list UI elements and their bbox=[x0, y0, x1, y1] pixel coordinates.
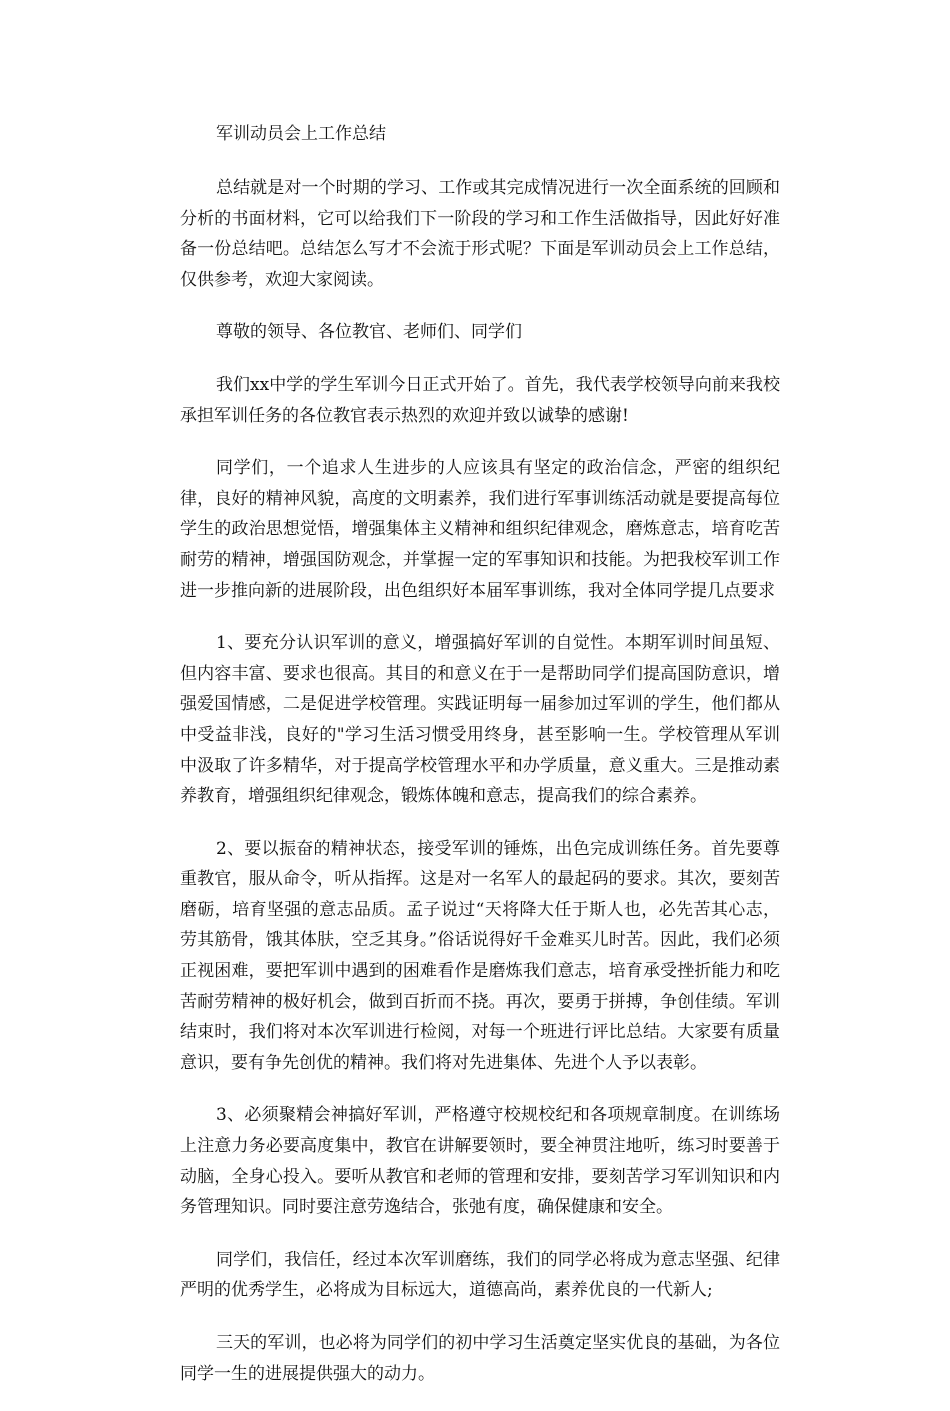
final-paragraph: 三天的军训，也必将为同学们的初中学习生活奠定坚实优良的基础，为各位同学一生的进展提供强大的动力。 bbox=[180, 1333, 780, 1384]
document-page bbox=[180, 117, 780, 1411]
document-title: 军训动员会上工作总结 bbox=[216, 124, 386, 144]
closing-paragraph: 同学们，我信任，经过本次军训磨练，我们的同学必将成为意志坚强、纪律严明的优秀学生，必将成为目标远大，道德高尚，素养优良的一代新人; bbox=[180, 1249, 780, 1301]
opening-paragraph: 我们xx中学的学生军训今日正式开始了。首先，我代表学校领导向前来我校承担军训任务的各位教官表示热烈的欢迎并致以诚挚的感谢! bbox=[180, 374, 780, 426]
requirement-3-paragraph: 3、必须聚精会神搞好军训，严格遵守校规校纪和各项规章制度。在训练场上注意力务必要高度集中，教官在讲解要领时，要全神贯注地听，练习时要善于动脑，全身心投入。要听从教官和老师的管理和安排，要刻苦学习军训知识和内务管理知识。同时要注意劳逸结合，张弛有度，确保健康和安全。 bbox=[180, 1105, 780, 1218]
intro-paragraph: 总结就是对一个时期的学习、工作或其完成情况进行一次全面系统的回顾和分析的书面材料，它可以给我们下一阶段的学习和工作生活做指导，因此好好准备一份总结吧。总结怎么写才不会流于形式呢？下面是军训动员会上工作总结，仅供参考，欢迎大家阅读。 bbox=[180, 178, 780, 290]
salutation-paragraph: 尊敬的领导、各位教官、老师们、同学们 bbox=[216, 322, 522, 343]
body-paragraph: 同学们，一个追求人生进步的人应该具有坚定的政治信念，严密的组织纪律，良好的精神风貌，高度的文明素养，我们进行军事训练活动就是要提高每位学生的政治思想觉悟，增强集体主义精神和组织纪律观念，磨炼意志，培育吃苦耐劳的精神，增强国防观念，并掌握一定的军事知识和技能。为把我校军训工作进一步推向新的进展阶段，出色组织好本届军事训练，我对全体同学提几点要求 bbox=[180, 458, 780, 601]
requirement-2-paragraph: 2、要以振奋的精神状态，接受军训的锤炼，出色完成训练任务。首先要尊重教官，服从命令，听从指挥。这是对一名军人的最起码的要求。其次，要刻苦磨砺，培育坚强的意志品质。孟子说过“天将降大任于斯人也，必先苦其心志，劳其筋骨，饿其体肤，空乏其身。”俗话说得好千金难买儿时苦。因此，我们必须正视困难，要把军训中遇到的困难看作是磨炼我们意志，培育承受挫折能力和吃苦耐劳精神的极好机会，做到百折而不挠。再次，要勇于拼搏，争创佳绩。军训结束时，我们将对本次军训进行检阅，对每一个班进行评比总结。大家要有质量意识，要有争先创优的精神。我们将对先进集体、先进个人予以表彰。 bbox=[180, 838, 780, 1073]
requirement-1-paragraph: 1、要充分认识军训的意义，增强搞好军训的自觉性。本期军训时间虽短、但内容丰富、要求也很高。其目的和意义在于一是帮助同学们提高国防意识，增强爱国情感，二是促进学校管理。实践证明每一届参加过军训的学生，他们都从中受益非浅，良好的"学习生活习惯受用终身，甚至影响一生。学校管理从军训中汲取了许多精华，对于提高学校管理水平和办学质量，意义重大。三是推动素养教育，增强组织纪律观念，锻炼体魄和意志，提高我们的综合素养。 bbox=[180, 633, 780, 807]
